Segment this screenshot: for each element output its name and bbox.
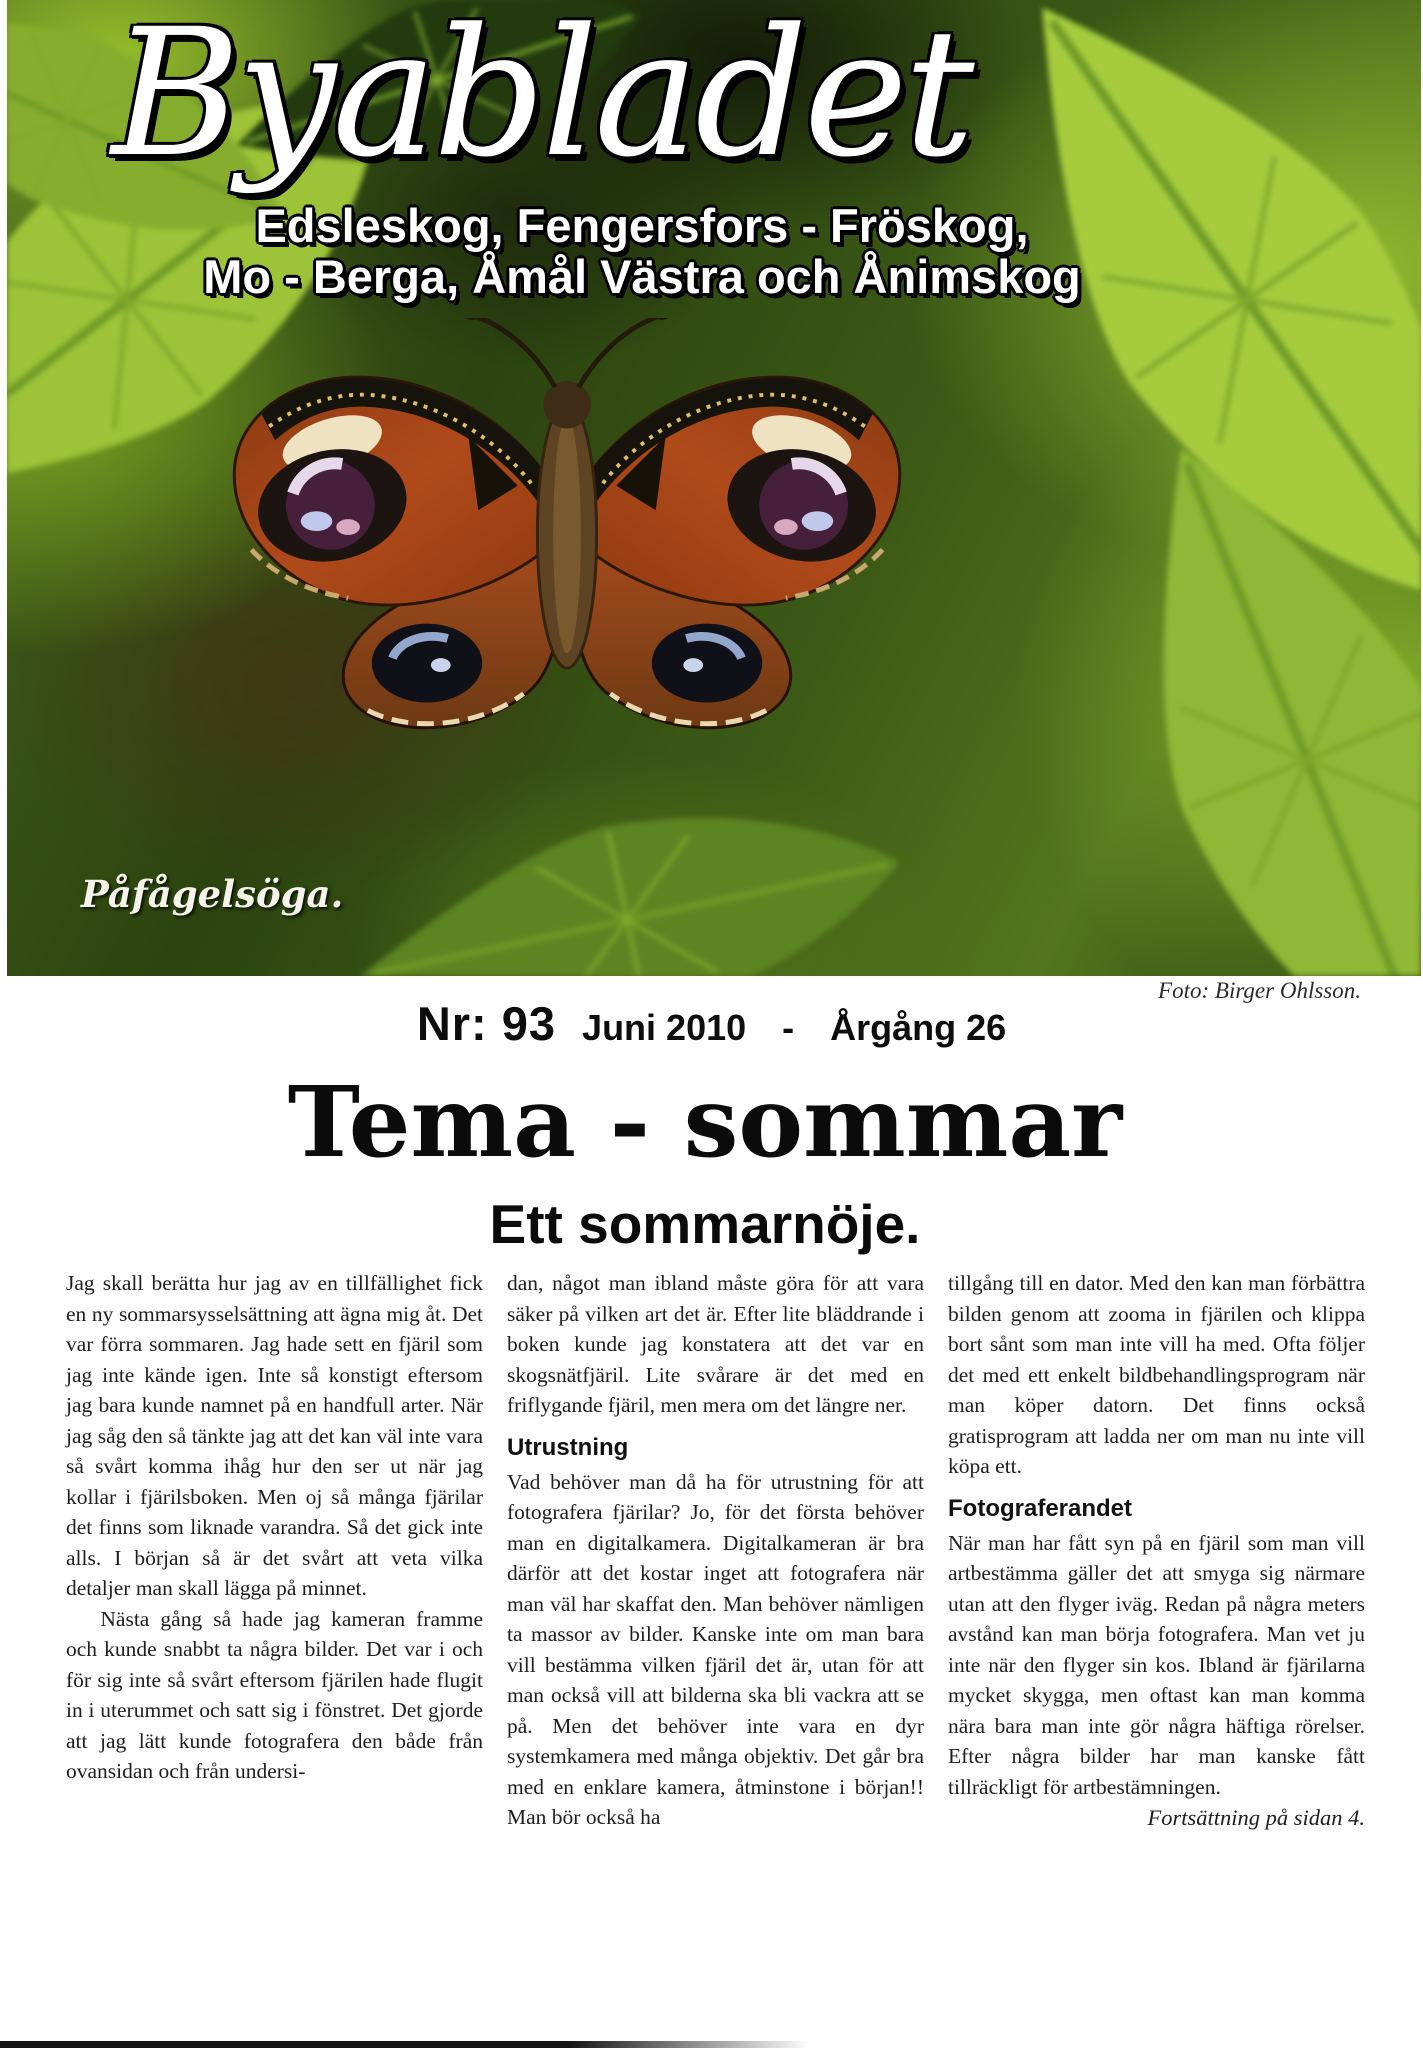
article-title: Ett sommarnöje. bbox=[489, 1193, 921, 1255]
cover-photo bbox=[7, 0, 1421, 976]
col3-paragraph-2: När man har fått syn på en fjäril som man vill artbestämma gäller det att smyga sig närmare utan att den flyger iväg. Redan på några meters avstånd kan man börja fotografera. Man vet ju inte när den flyger sin kos. Ibland är fjärilarna mycket skygga, men oftast kan man komma nära bara man inte gör några häftiga rörelser. Efter några bilder har man kanske fått tillräckligt för artbestämningen. bbox=[948, 1530, 1365, 1799]
col2-paragraph-2: Vad behöver man då ha för utrustning för att fotografera fjärilar? Jo, för det första behöver man en digitalkamera. Digitalkameran är bra därför att det kostar inget att fotografera när man väl har skaffat den. Man behöver nämligen ta massor av bilder. Kanske inte om man bara vill bestämma vilken fjäril det är, utan för att man också vill att bilderna ska bli vackra att se på. Men det behöver inte vara en dyr systemkamera med många objektiv. Det går bra med en enklare kamera, åtminstone i början!! Man bör också ha bbox=[507, 1469, 924, 1829]
newsletter-title: Byabladet bbox=[111, 0, 971, 196]
col1-paragraph-2: Nästa gång så hade jag kameran framme och kunde snabbt ta några bilder. Det var i och för sig inte så svårt eftersom fjärilen hade flugit in i uterummet och satt sig i fönstret. Det gjorde att jag lätt kunde fotografera den både från ovansidan och från undersi- bbox=[66, 1606, 483, 1783]
issue-line bbox=[0, 996, 1423, 1051]
issue-separator: - bbox=[782, 1007, 795, 1048]
col2-paragraph-1: dan, något man ibland måste göra för att vara säker på vilken art det är. Efter lite bläddrande i boken kunde jag konstatera att det var en skogsnätfjäril. Lite svårare är det med en friflygande fjäril, men mera om det längre ner. bbox=[507, 1271, 924, 1417]
article-body bbox=[66, 1268, 1365, 1833]
theme-headline: Tema - sommar bbox=[287, 1065, 1123, 1179]
section-heading-fotograferandet: Fotograferandet bbox=[948, 1494, 1133, 1522]
issue-number: Nr: 93 bbox=[416, 997, 557, 1050]
district-list-line1: Edsleskog, Fengersfors - Fröskog, bbox=[255, 199, 1029, 252]
district-list-line2: Mo - Berga, Åmål Västra och Ånimskog bbox=[203, 250, 1081, 303]
column-3 bbox=[948, 1268, 1365, 1833]
district-list bbox=[7, 200, 1277, 302]
scan-edge-artifact bbox=[0, 2041, 811, 2048]
issue-volume: Årgång 26 bbox=[830, 1007, 1007, 1048]
photo-caption: Påfågelsöga. bbox=[81, 872, 344, 916]
continuation-note: Fortsättning på sidan 4. bbox=[1147, 1805, 1365, 1830]
column-2 bbox=[507, 1268, 924, 1833]
issue-date: Juni 2010 bbox=[582, 1007, 747, 1048]
col3-paragraph-1: tillgång till en dator. Med den kan man förbättra bilden genom att zooma in fjärilen och klippa bort sånt som man inte vill ha med. Ofta följer det med ett enkelt bildbehandlingsprogram när man köper datorn. Det finns också gratisprogram att ladda ner om man nu inte vill köpa ett. bbox=[948, 1271, 1365, 1478]
photo-credit: Foto: Birger Ohlsson. bbox=[1158, 978, 1361, 1003]
butterfly-illustration bbox=[175, 318, 959, 742]
column-1 bbox=[66, 1268, 483, 1833]
col1-paragraph-1: Jag skall berätta hur jag av en tillfällighet fick en ny sommarsysselsättning att ägna mig åt. Det var förra sommaren. Jag hade sett en fjäril som jag inte kände igen. Inte så konstigt eftersom jag bara kunde namnet på en handfull arter. När jag såg den så tänkte jag att det kan väl inte vara så svårt komma ihåg hur den ser ut när jag kollar i fjärilsboken. Men oj så många fjärilar det finns som liknade varandra. Så det gick inte alls. I början så är det svårt att veta vilka detaljer man skall lägga på minnet. bbox=[66, 1271, 483, 1600]
section-heading-utrustning: Utrustning bbox=[507, 1433, 629, 1461]
